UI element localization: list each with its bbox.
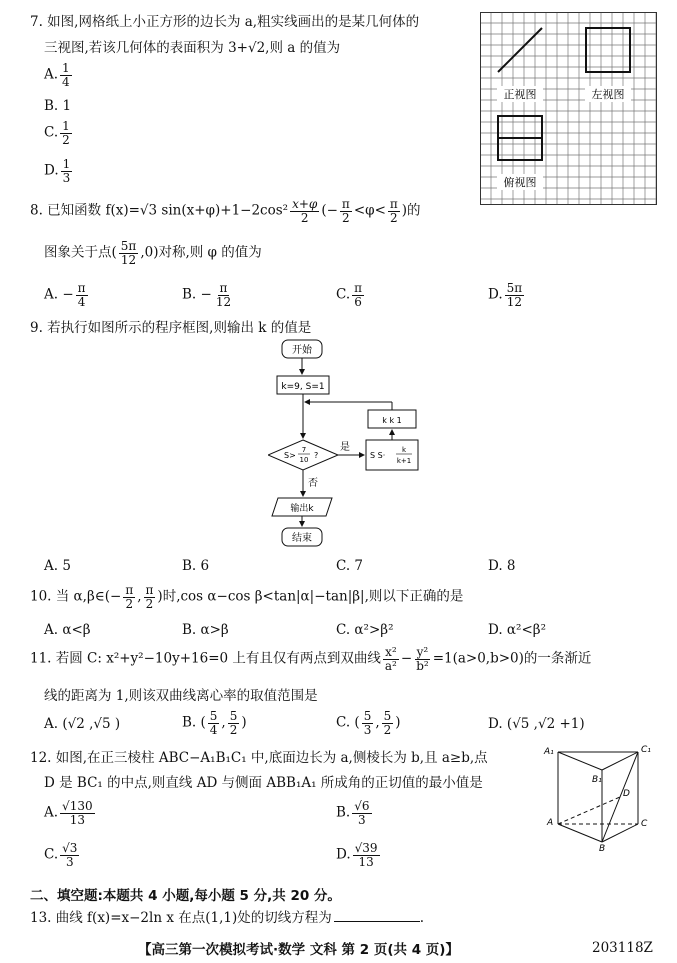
svg-text:输出k: 输出k xyxy=(290,504,314,514)
q10-option-d: D. α²<β² xyxy=(488,622,546,638)
side-view-square xyxy=(586,28,630,72)
svg-text:k: k xyxy=(401,446,407,454)
q8-stem-line1: 8. 已知函数 f(x)=√3 sin(x+φ)+1−2cos² $\frac{x+\varphi}{2}$ (− $\frac{\pi}{2}$ <φ< $\frac{\pi}{2}$ )的 xyxy=(30,197,421,225)
flowchart-decision xyxy=(268,440,338,470)
q7-stem-line1: 7. 如图,网格纸上小正方形的边长为 a,粗实线画出的是某几何体的 xyxy=(30,14,420,30)
svg-text:10: 10 xyxy=(299,456,309,464)
svg-text:C: C xyxy=(641,819,648,829)
q8-option-a: A. − $\frac{\pi}{4}$ xyxy=(44,281,86,309)
svg-text:k+1: k+1 xyxy=(396,457,412,465)
q9-option-b: B. 6 xyxy=(182,558,210,574)
svg-text:k=9, S=1: k=9, S=1 xyxy=(281,382,325,392)
top-view-label: 俯视图 xyxy=(503,176,537,189)
flowchart-diagram xyxy=(268,336,438,554)
q8-option-d: D. $\frac{5\pi}{12}$ xyxy=(488,281,523,309)
q12-option-c: C. $\frac{√3}{3}$ xyxy=(44,841,78,869)
svg-text:k k 1: k k 1 xyxy=(382,416,402,425)
q11-option-a: A. (√2 ,√5 ) xyxy=(44,716,121,732)
q9-stem: 9. 若执行如图所示的程序框图,则输出 k 的值是 xyxy=(30,320,312,336)
q11-option-b: B. ( $\frac{5}{4}$ , $\frac{5}{2}$ ) xyxy=(182,709,247,737)
svg-text:B₁: B₁ xyxy=(592,775,602,785)
q7-stem-line2: 三视图,若该几何体的表面积为 3+√2,则 a 的值为 xyxy=(44,40,341,56)
q12-option-d: D. $\frac{√39}{13}$ xyxy=(336,841,378,869)
side-view-label: 左视图 xyxy=(591,88,625,101)
q10-option-c: C. α²>β² xyxy=(336,622,394,638)
q13-answer-blank[interactable] xyxy=(334,921,420,922)
q11-stem-line1: 11. 若圆 C: x²+y²−10y+16=0 上有且仅有两点到双曲线 $\frac{\text{x²}}{\text{a²}}$ − $\frac{\text{y²}}{\text{b²}}$ =1(a>0,b>0)的一条渐近 xyxy=(30,645,592,673)
q12-option-a: A. $\frac{√130}{13}$ xyxy=(44,799,93,827)
three-view-diagram xyxy=(480,12,660,208)
q12-stem-line2: D 是 BC₁ 的中点,则直线 AD 与侧面 ABB₁A₁ 所成角的正切值的最小值是 xyxy=(44,775,483,791)
q10-stem: 10. 当 α,β∈(− $\frac{\pi}{2}$ , $\frac{\pi}{2}$ )时,cos α−cos β<tan|α|−tan|β|,则以下正确的是 xyxy=(30,583,464,611)
q7-option-a: A. $\frac{1}{4}$ xyxy=(44,61,70,89)
svg-text:A: A xyxy=(547,818,554,828)
svg-text:D: D xyxy=(623,789,630,799)
prism-diagram xyxy=(542,740,662,852)
front-view-line xyxy=(498,28,542,72)
q8-stem-line2: 图象关于点( $\frac{5\pi}{12}$ ,0)对称,则 φ 的值为 xyxy=(44,239,262,267)
svg-text:否: 否 xyxy=(308,478,318,489)
q9-option-a: A. 5 xyxy=(44,558,71,574)
q10-option-a: A. α<β xyxy=(44,622,91,638)
exam-code: 203118Z xyxy=(592,940,653,956)
q8-option-c: C. $\frac{\pi}{6}$ xyxy=(336,281,363,309)
q11-option-c: C. ( $\frac{5}{3}$ , $\frac{5}{2}$ ) xyxy=(336,709,401,737)
svg-text:S S·: S S· xyxy=(370,451,386,460)
svg-text:?: ? xyxy=(314,451,319,460)
q12-stem-line1: 12. 如图,在正三棱柱 ABC−A₁B₁C₁ 中,底面边长为 a,侧棱长为 b,且 a≥b,点 xyxy=(30,750,488,766)
svg-text:S>: S> xyxy=(284,451,296,460)
svg-text:7: 7 xyxy=(301,446,307,454)
svg-text:C₁: C₁ xyxy=(641,745,651,755)
svg-text:结束: 结束 xyxy=(292,533,312,544)
q8-option-b: B. − $\frac{\pi}{12}$ xyxy=(182,281,232,309)
svg-text:B: B xyxy=(599,844,606,852)
q9-option-d: D. 8 xyxy=(488,558,516,574)
q7-option-c: C. $\frac{1}{2}$ xyxy=(44,119,70,147)
q7-option-d: D. $\frac{1}{3}$ xyxy=(44,157,71,185)
svg-text:是: 是 xyxy=(340,442,350,453)
q13-stem: 13. 曲线 f(x)=x−2ln x 在点(1,1)处的切线方程为 . xyxy=(30,910,425,926)
svg-text:开始: 开始 xyxy=(292,345,312,356)
q11-option-d: D. (√5 ,√2 +1) xyxy=(488,716,585,732)
page-footer: 【高三第一次模拟考试·数学 文科 第 2 页(共 4 页)】 xyxy=(138,942,459,958)
q11-stem-line2: 线的距离为 1,则该双曲线离心率的取值范围是 xyxy=(44,688,318,704)
q10-option-b: B. α>β xyxy=(182,622,229,638)
section-fill-in-heading: 二、填空题:本题共 4 小题,每小题 5 分,共 20 分。 xyxy=(30,888,341,904)
q9-option-c: C. 7 xyxy=(336,558,364,574)
front-view-label: 正视图 xyxy=(503,88,537,101)
q7-option-b: B. 1 xyxy=(44,98,72,114)
svg-text:A₁: A₁ xyxy=(544,747,554,757)
q12-option-b: B. $\frac{√6}{3}$ xyxy=(336,799,370,827)
